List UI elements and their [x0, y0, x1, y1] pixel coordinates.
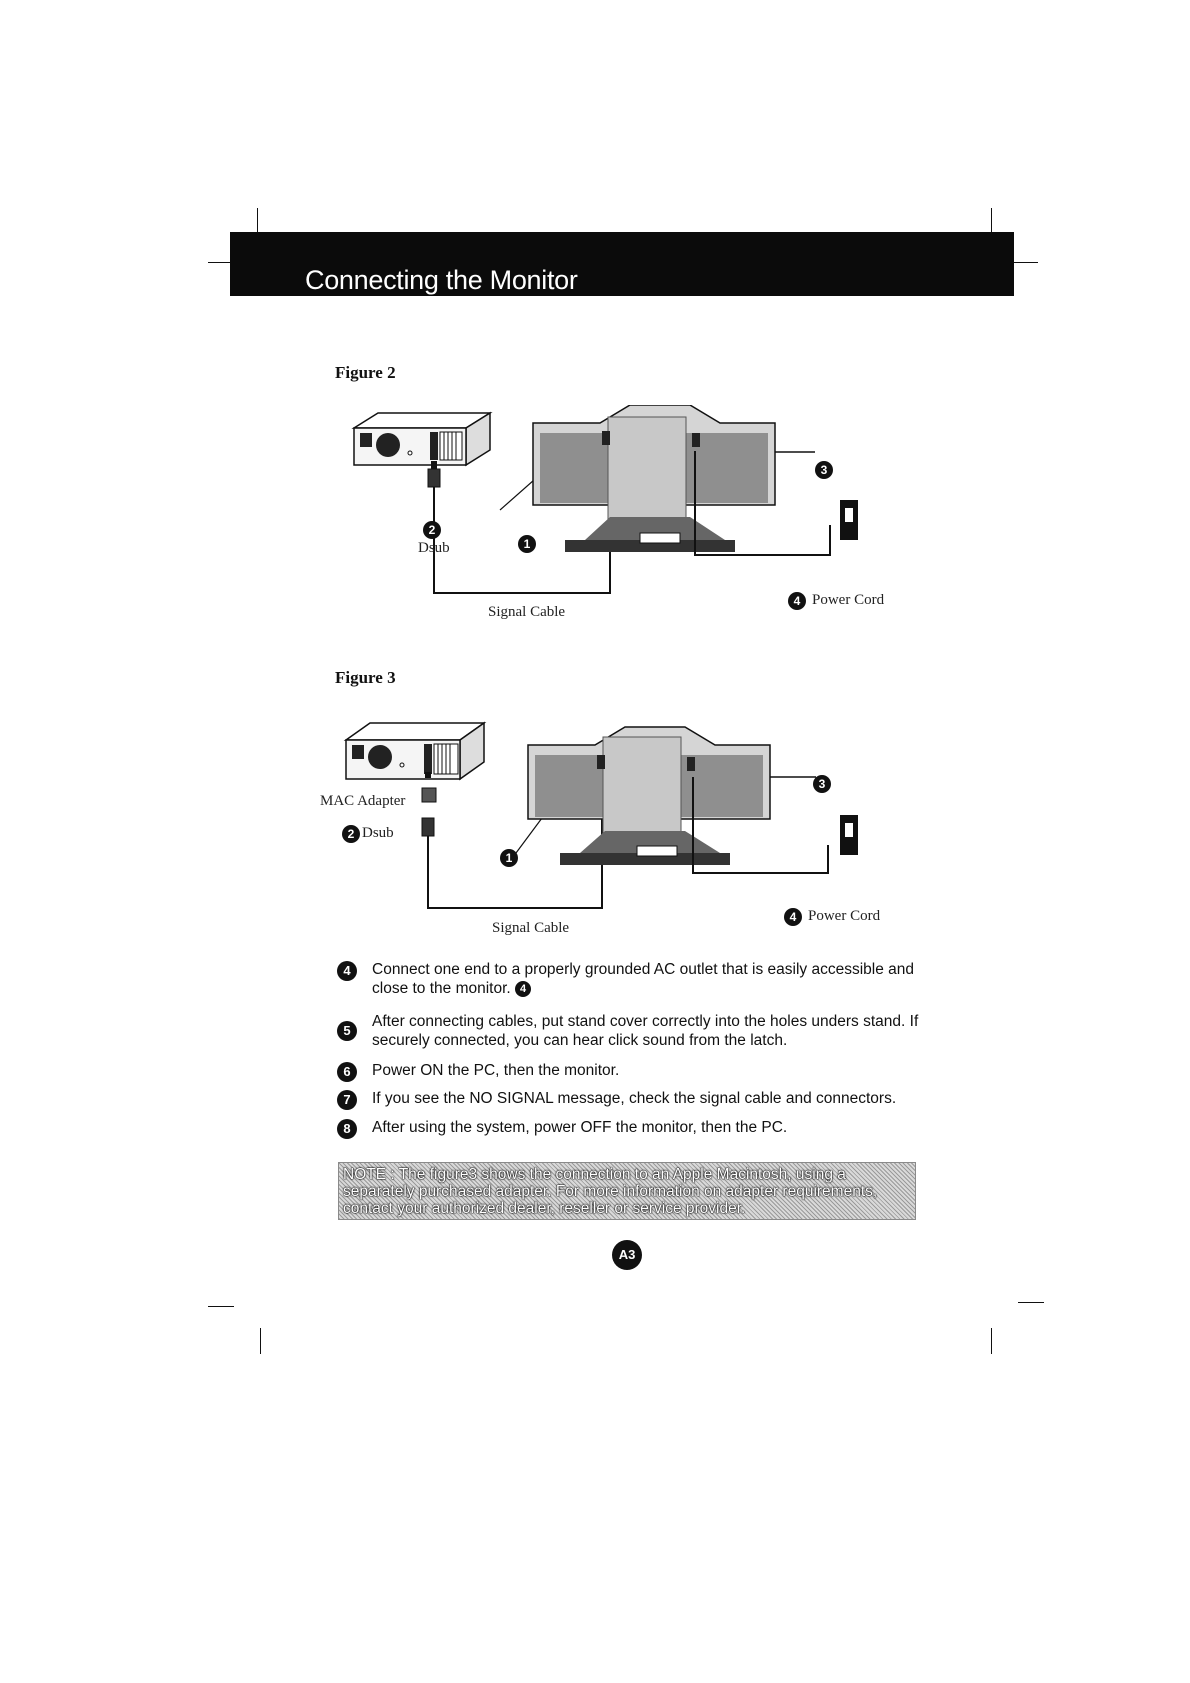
step-8-number: 8: [337, 1119, 357, 1139]
page-number-badge: A3: [612, 1240, 642, 1270]
callout-3-fig3: 3: [813, 775, 831, 793]
step-8-text: After using the system, power OFF the monitor, then the PC.: [372, 1119, 788, 1136]
note-text: NOTE : The figure3 shows the connection to an Apple Macintosh, using a separately purchased adapter. For more information on adapter requirements, contact your authorized dealer, reseller or service provider.: [343, 1166, 878, 1217]
crop-mark-bottom-left-h: [208, 1306, 234, 1307]
dsub-plug-icon: [428, 469, 440, 487]
mac-adapter-label: MAC Adapter: [320, 793, 406, 809]
note-box: [338, 1162, 916, 1220]
crop-mark-top-left: [257, 208, 258, 234]
dsub-label-fig2: Dsub: [418, 540, 450, 556]
step-7-text: If you see the NO SIGNAL message, check the signal cable and connectors.: [372, 1090, 897, 1107]
step-6-text: Power ON the PC, then the monitor.: [372, 1062, 620, 1079]
step-5: [337, 1012, 917, 1052]
monitor-rear-icon: [528, 727, 770, 865]
mac-adapter-icon: [422, 788, 436, 802]
step-8: [337, 1118, 917, 1140]
callout-1-fig2: 1: [518, 535, 536, 553]
crop-mark-top-right: [991, 208, 992, 234]
crop-mark-left: [208, 262, 230, 263]
step-6-number: 6: [337, 1062, 357, 1082]
step-7: [337, 1089, 917, 1111]
monitor-rear-icon: [533, 405, 775, 552]
callout-4-fig2: 4: [788, 592, 806, 610]
crop-mark-bottom-right-h: [1018, 1302, 1044, 1303]
pc-unit-icon: [346, 723, 484, 779]
power-cord-label-fig3: Power Cord: [808, 908, 881, 924]
step-5-number: 5: [337, 1021, 357, 1041]
step-5-text: After connecting cables, put stand cover correctly into the holes unders stand. If securely connected, you can hear click sound from the latch.: [372, 1013, 919, 1049]
callout-4-fig3: 4: [784, 908, 802, 926]
dsub-label-fig3: Dsub: [362, 825, 394, 841]
crop-mark-bottom-left: [260, 1328, 261, 1354]
signal-cable-label-fig2: Signal Cable: [488, 604, 566, 620]
signal-cable-label-fig3: Signal Cable: [492, 920, 570, 936]
step-4-number: 4: [337, 961, 357, 981]
figure-3-diagram: [340, 715, 900, 915]
callout-1-fig3: 1: [500, 849, 518, 867]
figure-3-label: Figure 3: [335, 668, 396, 687]
step-4-ref-icon: 4: [515, 981, 531, 997]
step-6: [337, 1061, 917, 1083]
pc-unit-icon: [354, 413, 490, 465]
figure-2-label: Figure 2: [335, 363, 396, 382]
callout-3-fig2: 3: [815, 461, 833, 479]
dsub-plug-icon: [422, 818, 434, 836]
callout-2-fig2: 2: [423, 521, 441, 539]
step-4: [337, 960, 917, 1000]
callout-2-fig3: 2: [342, 825, 360, 843]
step-7-number: 7: [337, 1090, 357, 1110]
power-cord-label-fig2: Power Cord: [812, 592, 885, 608]
crop-mark-right: [1014, 262, 1038, 263]
step-4-text: Connect one end to a properly grounded AC outlet that is easily accessible and close to the monitor. 4: [372, 961, 914, 997]
dsub-plug-top: [431, 461, 437, 469]
crop-mark-bottom-right: [991, 1328, 992, 1354]
page-title: Connecting the Monitor: [305, 265, 578, 295]
